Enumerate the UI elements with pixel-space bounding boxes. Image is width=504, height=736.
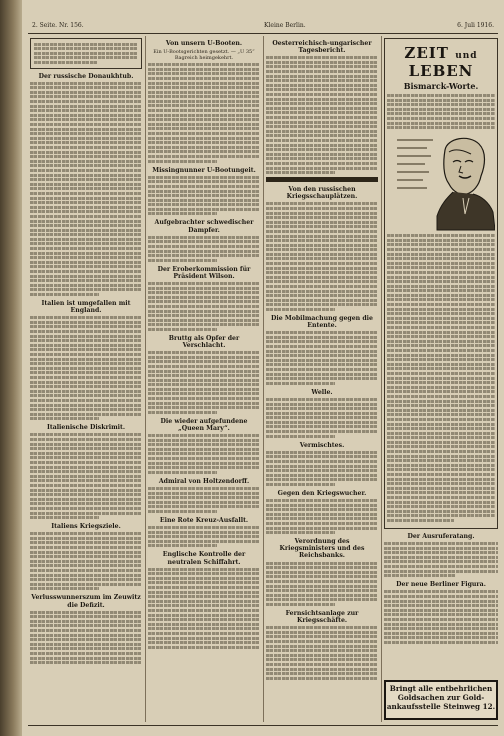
column-1 bbox=[30, 36, 142, 722]
article-body bbox=[266, 331, 378, 385]
article-heading: Italiens Kriegsziele. bbox=[51, 523, 121, 531]
article-body bbox=[148, 526, 260, 547]
article-heading: Italienische Diskrimit. bbox=[46, 424, 126, 432]
article-body bbox=[266, 202, 378, 311]
article-heading: Welle. bbox=[311, 388, 333, 396]
article-body bbox=[384, 542, 498, 577]
feature-subtitle: Bismarck-Worte. bbox=[403, 81, 479, 91]
feature-box bbox=[384, 38, 498, 529]
feature-title-word: LEBEN bbox=[408, 62, 474, 80]
feature-title bbox=[387, 44, 495, 80]
article-heading: Der Ausruferatang. bbox=[407, 532, 475, 540]
article-body bbox=[148, 282, 260, 331]
article-heading: Der Eroberkommission für Präsident Wilson. bbox=[157, 265, 251, 280]
article-heading: Die wieder aufgefundene „Queen Mary“. bbox=[160, 417, 248, 432]
header-masthead: Kleine Berlin. bbox=[264, 22, 306, 29]
article-body bbox=[266, 56, 378, 174]
article-body bbox=[148, 568, 260, 649]
article-heading: Vermischtes. bbox=[299, 441, 345, 449]
ad-line: Goldsachen zur Gold- bbox=[397, 693, 485, 702]
article-body bbox=[266, 398, 378, 438]
article-body bbox=[148, 487, 260, 513]
article-body bbox=[266, 499, 378, 534]
article-body bbox=[266, 562, 378, 606]
article-heading: Der neue Berliner Figura. bbox=[396, 581, 486, 589]
article-heading: Fernsichtsanlage zur Kriegsschäfte. bbox=[285, 609, 359, 625]
column-divider bbox=[381, 36, 382, 722]
article-body bbox=[30, 82, 142, 296]
column-divider bbox=[263, 36, 264, 722]
article-heading: Missingnunner U-Bootungeit. bbox=[152, 166, 256, 174]
article-heading: Italien ist umgefallen mit England. bbox=[41, 300, 131, 315]
article-heading: Der russische Donaukhtub. bbox=[38, 72, 134, 80]
article-body bbox=[30, 316, 142, 420]
article-body bbox=[148, 236, 260, 262]
article-heading: Bruttg als Opfer der Verschlacht. bbox=[168, 334, 240, 349]
article-heading: Verlusswunnerszum im Zeuwitz die Defizit. bbox=[31, 594, 141, 609]
section-rule bbox=[266, 177, 378, 182]
article-subheading: Ein U-Bootsgerichten gesetzt. — „U 35“ Bagreich heimgekehrt. bbox=[153, 49, 255, 62]
notice-box bbox=[30, 38, 142, 69]
ad-line: Bringt alle entbehrlichen bbox=[389, 684, 493, 693]
article-body bbox=[266, 451, 378, 486]
article-body bbox=[148, 176, 260, 216]
column-3 bbox=[266, 36, 378, 722]
article-body bbox=[148, 351, 260, 414]
article-heading: Von unsern U-Booten. bbox=[165, 40, 243, 47]
feature-title-und: und bbox=[455, 51, 478, 61]
article-body bbox=[30, 611, 142, 665]
article-body bbox=[266, 626, 378, 680]
gold-collection-advertisement bbox=[384, 680, 498, 720]
bismarck-portrait-illustration bbox=[387, 132, 495, 232]
ad-line: ankaufsstelle Steinweg 12. bbox=[386, 702, 496, 711]
article-body bbox=[148, 434, 260, 474]
feature-title-word: ZEIT bbox=[404, 44, 449, 62]
article-heading: Von den russischen Kriegsschauplätzen. bbox=[286, 186, 358, 201]
article-heading: Aufgebrachter schwedischer Dampfer. bbox=[154, 219, 254, 234]
article-heading: Die Mobilmachung gegen die Entente. bbox=[271, 315, 373, 330]
newspaper-page bbox=[22, 0, 504, 736]
article-heading: Admiral von Holtzendorff. bbox=[158, 477, 250, 485]
column-4 bbox=[384, 36, 498, 722]
article-heading: Verordnung des Kriegsministers und des Reichsbanks. bbox=[279, 538, 365, 560]
article-body bbox=[148, 63, 260, 162]
column-divider bbox=[145, 36, 146, 722]
article-heading: Englische Kontrolle der neutralen Schiffahrt. bbox=[162, 551, 246, 566]
article-heading: Gegen den Kriegswucher. bbox=[277, 489, 367, 497]
article-body bbox=[387, 234, 495, 522]
article-heading: Eine Rote Kreuz-Ausfallt. bbox=[159, 516, 249, 524]
article-body bbox=[384, 590, 498, 644]
book-spine bbox=[0, 0, 22, 736]
article-heading: Oesterreichisch-ungarischer Tagesbericht. bbox=[272, 40, 372, 55]
header-date: 6. Juli 1916. bbox=[457, 22, 494, 29]
header-rule bbox=[28, 33, 498, 34]
footer-rule bbox=[28, 725, 498, 726]
column-2 bbox=[148, 36, 260, 722]
article-body bbox=[30, 532, 142, 590]
article-body bbox=[30, 433, 142, 519]
article-body bbox=[387, 94, 495, 129]
header-issue: 2. Seite. Nr. 156. bbox=[32, 22, 84, 29]
